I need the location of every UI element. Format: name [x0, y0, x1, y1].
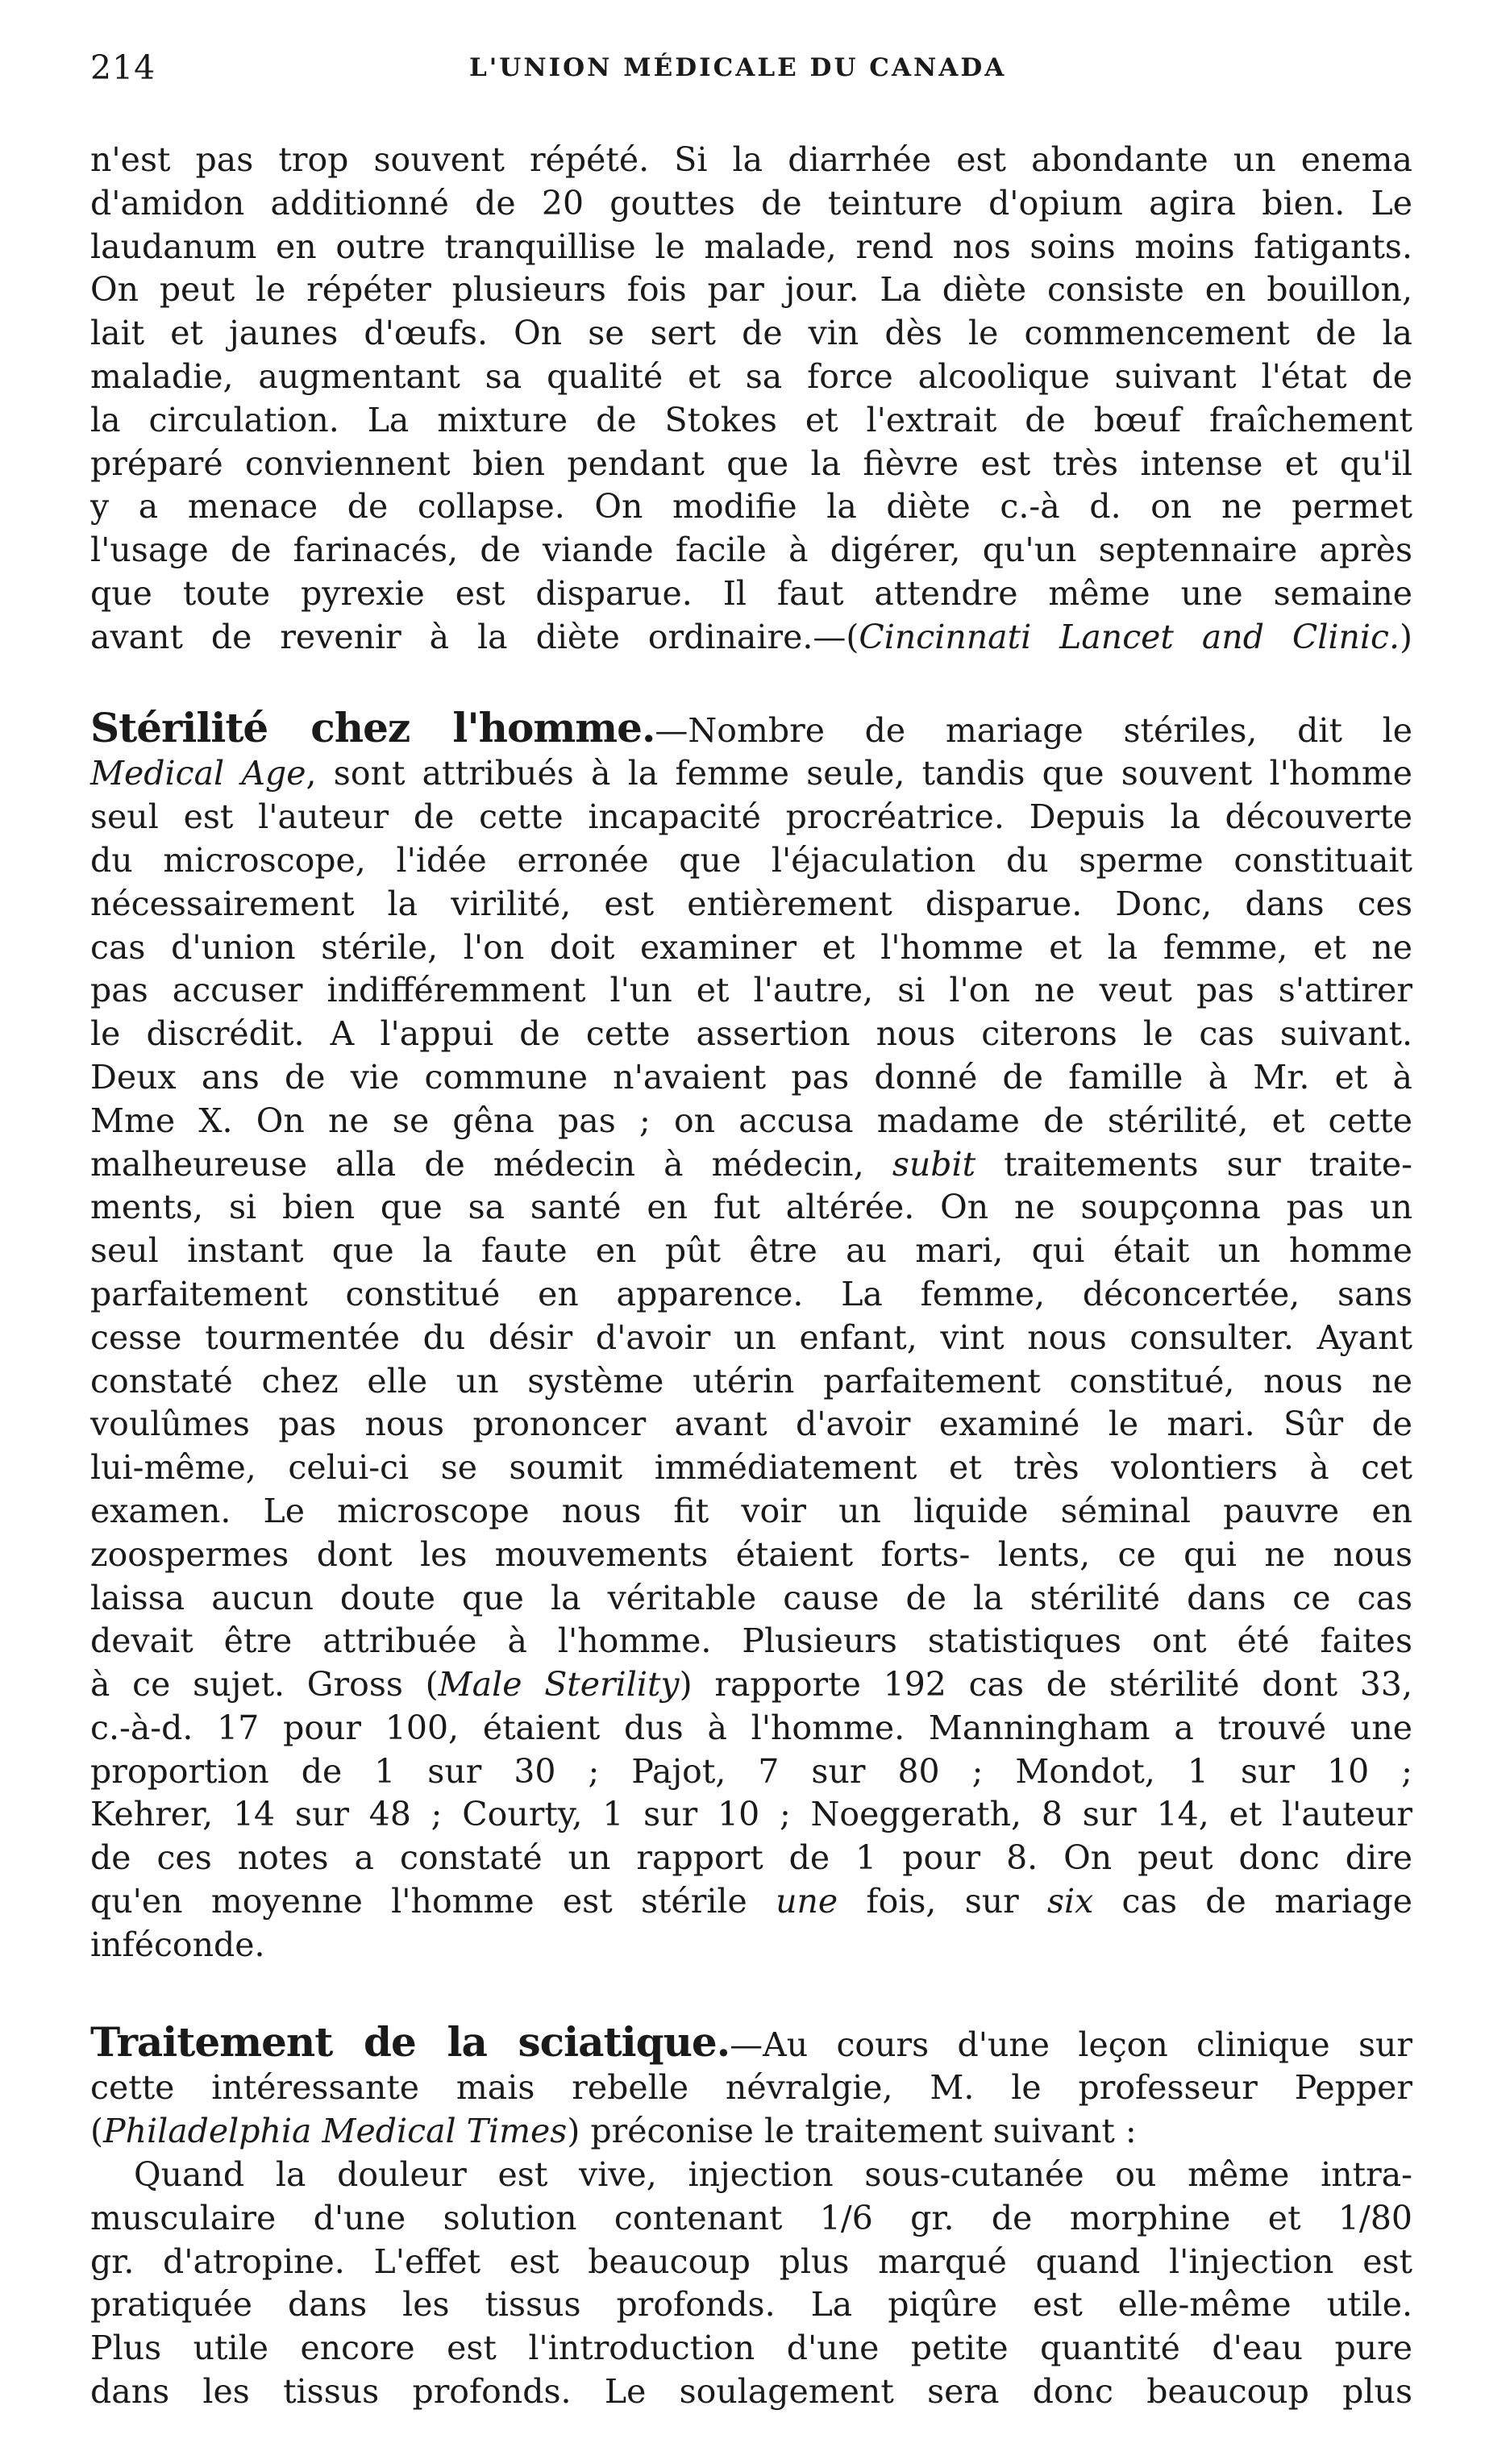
- text-line: lait et jaunes d'œufs. On se sert de vin dès le commencement de la: [90, 314, 1412, 353]
- text-line: devait être attribuée à l'homme. Plusieurs statistiques ont été faites: [90, 1621, 1412, 1661]
- section-heading: Traitement de la sciatique.: [90, 2017, 730, 2066]
- text-line: [90, 1663, 1412, 1707]
- text-line: [90, 1143, 1412, 1187]
- text-run: (: [90, 2112, 103, 2151]
- text-run: qu'en moyenne l'homme est stérile: [90, 1882, 776, 1921]
- text-line: de ces notes a constaté un rapport de 1 pour 8. On peut donc dire: [90, 1838, 1412, 1878]
- text-line: c.-à-d. 17 pour 100, étaient dus à l'homme. Manningham a trouvé une: [90, 1708, 1412, 1747]
- text-line: ments, si bien que sa santé en fut altérée. On ne soupçonna pas un: [90, 1188, 1412, 1227]
- text-run: cas de mariage: [1093, 1882, 1412, 1921]
- section-heading: Stérilité chez l'homme.: [90, 703, 655, 751]
- text-line: le discrédit. A l'appui de cette assertion nous citerons le cas suivant.: [90, 1014, 1412, 1054]
- text-line: voulûmes pas nous prononcer avant d'avoir examiné le mari. Sûr de: [90, 1405, 1412, 1444]
- source-citation: Male Sterility: [438, 1665, 680, 1704]
- text-line: [90, 1880, 1412, 1924]
- text-line: l'usage de farinacés, de viande facile à digérer, qu'un septennaire après: [90, 531, 1412, 570]
- text-line: pas accuser indifféremment l'un et l'autre, si l'on ne veut pas s'attirer: [90, 971, 1412, 1010]
- text-line: seul instant que la faute en pût être au mari, qui était un homme: [90, 1231, 1412, 1271]
- text-line: gr. d'atropine. L'effet est beaucoup plus marqué quand l'injection est: [90, 2241, 1412, 2281]
- text-line: examen. Le microscope nous fit voir un liquide séminal pauvre en: [90, 1491, 1412, 1530]
- text-line: Quand la douleur est vive, injection sous-cutanée ou même intra-: [134, 2155, 1412, 2195]
- journal-title: L'UNION MÉDICALE DU CANADA: [469, 53, 1007, 82]
- text-line: proportion de 1 sur 30 ; Pajot, 7 sur 80 ; Mondot, 1 sur 10 ;: [90, 1751, 1412, 1791]
- text-line: musculaire d'une solution contenant 1/6 gr. de morphine et 1/80: [90, 2198, 1412, 2237]
- text-line: que toute pyrexie est disparue. Il faut attendre même une semaine: [90, 573, 1412, 613]
- text-run: à ce sujet. Gross (: [90, 1665, 439, 1704]
- source-citation: Cincinnati Lancet and Clinic.: [859, 617, 1400, 656]
- text-line: dans les tissus profonds. Le soulagement sera donc beaucoup plus: [90, 2372, 1412, 2412]
- text-run: ): [1400, 617, 1412, 656]
- text-line: Mme X. On ne se gêna pas ; on accusa madame de stérilité, et cette: [90, 1101, 1412, 1140]
- text-line: constaté chez elle un système utérin parfaitement constitué, nous ne: [90, 1361, 1412, 1401]
- text-line: cette intéressante mais rebelle névralgie, M. le professeur Pepper: [90, 2068, 1412, 2108]
- text-line: Deux ans de vie commune n'avaient pas donné de famille à Mr. et à: [90, 1057, 1412, 1097]
- emphasis: six: [1047, 1882, 1094, 1921]
- emphasis: une: [776, 1882, 838, 1921]
- text-line: seul est l'auteur de cette incapacité procréatrice. Depuis la découverte: [90, 797, 1412, 837]
- emphasis: subit: [892, 1144, 976, 1184]
- source-citation: Philadelphia Medical Times: [103, 2112, 568, 2151]
- text-run: avant de revenir à la diète ordinaire.—(: [90, 617, 859, 656]
- text-run: malheureuse alla de médecin à médecin,: [90, 1144, 892, 1184]
- text-line: cesse tourmentée du désir d'avoir un enfant, vint nous consulter. Ayant: [90, 1317, 1412, 1357]
- text-run: ) préconise le traitement suivant :: [567, 2112, 1137, 2151]
- text-line: d'amidon additionné de 20 gouttes de teinture d'opium agira bien. Le: [90, 183, 1412, 223]
- text-run: —Nombre de mariage stériles, dit le: [655, 710, 1413, 750]
- text-line: Kehrer, 14 sur 48 ; Courty, 1 sur 10 ; Noeggerath, 8 sur 14, et l'auteur: [90, 1795, 1412, 1834]
- text-line: pratiquée dans les tissus profonds. La piqûre est elle-même utile.: [90, 2285, 1412, 2325]
- text-run: ) rapporte 192 cas de stérilité dont 33,: [679, 1665, 1412, 1704]
- text-run: , sont attribués à la femme seule, tandis que souvent l'homme: [306, 754, 1412, 793]
- intro-paragraph: [90, 139, 1412, 660]
- section-first-line: [90, 703, 1413, 753]
- text-run: fois, sur: [838, 1882, 1047, 1921]
- text-line: préparé conviennent bien pendant que la fièvre est très intense et qu'il: [90, 443, 1412, 483]
- text-line: y a menace de collapse. On modifie la diète c.-à d. on ne permet: [90, 487, 1412, 527]
- text-line: [90, 752, 1412, 796]
- text-line: la circulation. La mixture de Stokes et l'extrait de bœuf fraîchement: [90, 400, 1412, 439]
- text-run: —Au cours d'une leçon clinique sur: [730, 2025, 1413, 2064]
- text-line: parfaitement constitué en apparence. La femme, déconcertée, sans: [90, 1274, 1412, 1313]
- running-head: [90, 48, 1412, 97]
- page: [90, 48, 1412, 2414]
- text-line: [90, 616, 1412, 660]
- text-line: laissa aucun doute que la véritable cause de la stérilité dans ce cas: [90, 1578, 1412, 1617]
- text-line: lui-même, celui-ci se soumit immédiatement et très volontiers à cet: [90, 1448, 1412, 1488]
- text-line: zoospermes dont les mouvements étaient forts- lents, ce qui ne nous: [90, 1534, 1412, 1574]
- text-line: [90, 2110, 1412, 2154]
- section-sterilite: [90, 703, 1413, 1967]
- section-first-line: [90, 2017, 1413, 2067]
- text-line: inféconde.: [90, 1925, 265, 1964]
- text-line: Plus utile encore est l'introduction d'une petite quantité d'eau pure: [90, 2329, 1412, 2368]
- section-sciatique: [90, 2017, 1413, 2414]
- text-line: On peut le répéter plusieurs fois par jour. La diète consiste en bouillon,: [90, 270, 1412, 310]
- text-line: nécessairement la virilité, est entièrement disparue. Donc, dans ces: [90, 884, 1412, 923]
- text-line: cas d'union stérile, l'on doit examiner et l'homme et la femme, et ne: [90, 927, 1412, 967]
- text-run: traitements sur traite-: [975, 1144, 1412, 1184]
- text-line: n'est pas trop souvent répété. Si la diarrhée est abondante un enema: [90, 140, 1412, 179]
- text-line: laudanum en outre tranquillise le malade, rend nos soins moins fatigants.: [90, 227, 1412, 266]
- text-line: maladie, augmentant sa qualité et sa force alcoolique suivant l'état de: [90, 356, 1412, 396]
- text-line: du microscope, l'idée erronée que l'éjaculation du sperme constituait: [90, 840, 1412, 880]
- page-number: 214: [90, 48, 156, 87]
- source-citation: Medical Age: [90, 754, 306, 793]
